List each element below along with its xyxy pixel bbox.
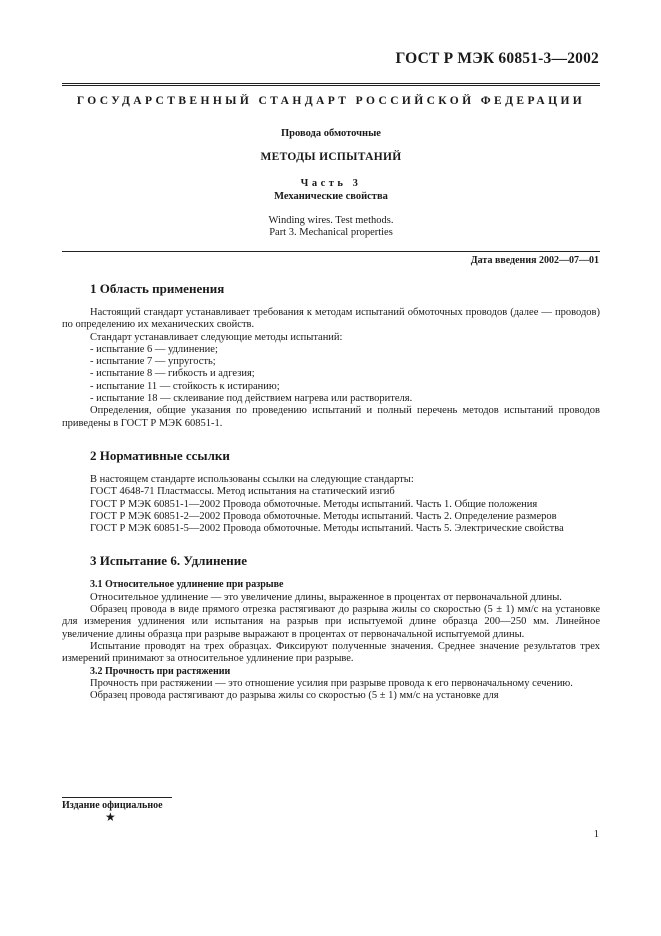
intro-date-rule xyxy=(62,251,600,252)
header-rule-top xyxy=(62,83,600,84)
test-method-item: - испытание 8 — гибкость и адгезия; xyxy=(90,368,255,380)
official-edition-label: Издание официальное xyxy=(62,800,163,811)
test-method-item: - испытание 7 — упругость; xyxy=(90,356,216,368)
normative-reference: ГОСТ Р МЭК 60851-1—2002 Провода обмоточные. Методы испытаний. Часть 1. Общие положения xyxy=(90,498,538,510)
standard-title: МЕТОДЫ ИСПЫТАНИЙ xyxy=(260,151,402,163)
subsection-3-1-paragraph-3: Испытание проводят на трех образцах. Фиксируют полученные значения. Среднее значение результатов трех измерений принимают за относительное удлинение при разрыве. xyxy=(62,640,600,665)
english-title-line2: Part 3. Mechanical properties xyxy=(269,227,393,238)
star-icon: ★ xyxy=(105,810,116,824)
test-method-item: - испытание 11 — стойкость к истиранию; xyxy=(90,380,280,392)
subsection-3-1-paragraph-1: Относительное удлинение — это увеличение длины, выраженное в процентах от первоначальной длины. xyxy=(90,591,562,603)
section-1-paragraph-2: Стандарт устанавливает следующие методы испытаний: xyxy=(90,331,343,343)
subsection-3-2-heading: 3.2 Прочность при растяжении xyxy=(90,665,231,677)
section-2-paragraph-1: В настоящем стандарте использованы ссылки на следующие стандарты: xyxy=(90,473,414,485)
standard-category: Провода обмоточные xyxy=(281,128,381,139)
standard-subtitle: Механические свойства xyxy=(274,191,388,202)
test-method-item: - испытание 6 — удлинение; xyxy=(90,343,218,355)
test-method-item: - испытание 18 — склеивание под действием нагрева или растворителя. xyxy=(90,393,413,405)
section-1-paragraph-1: Настоящий стандарт устанавливает требования к методам испытаний обмоточных проводов (далее — проводов) по определению их механических свойств. xyxy=(62,307,600,331)
introduction-date: Дата введения 2002—07—01 xyxy=(470,255,599,266)
document-body xyxy=(62,281,600,702)
section-1-heading: 1 Область применения xyxy=(90,281,225,296)
footer-rule xyxy=(62,797,172,798)
subsection-3-2-paragraph-1: Прочность при растяжении — это отношение усилия при разрыве провода к его первоначальному сечению. xyxy=(90,677,573,689)
document-number: ГОСТ Р МЭК 60851-3—2002 xyxy=(395,50,599,67)
state-standard-heading: ГОСУДАРСТВЕННЫЙ СТАНДАРТ РОССИЙСКОЙ ФЕДЕРАЦИИ xyxy=(76,95,586,107)
subsection-3-1-heading: 3.1 Относительное удлинение при разрыве xyxy=(90,579,284,591)
page-number: 1 xyxy=(593,829,599,840)
standard-part: Часть 3 xyxy=(300,178,362,189)
subsection-3-2-paragraph-2: Образец провода растягивают до разрыва жилы со скоростью (5 ± 1) мм/с на установке для xyxy=(90,690,499,702)
normative-reference: ГОСТ Р МЭК 60851-2—2002 Провода обмоточные. Методы испытаний. Часть 2. Определение размеров xyxy=(90,510,557,522)
header-rule-bottom xyxy=(62,85,600,86)
english-title-line1: Winding wires. Test methods. xyxy=(268,215,394,226)
section-1-paragraph-3: Определения, общие указания по проведению испытаний и полный перечень методов испытаний проводов приведены в ГОСТ Р МЭК 60851-1. xyxy=(62,405,600,429)
section-2-heading: 2 Нормативные ссылки xyxy=(90,447,230,463)
normative-reference: ГОСТ Р МЭК 60851-5—2002 Провода обмоточные. Методы испытаний. Часть 5. Электрические свойства xyxy=(90,523,564,535)
section-3-heading: 3 Испытание 6. Удлинение xyxy=(90,553,247,569)
subsection-3-1-paragraph-2: Образец провода в виде прямого отрезка растягивают до разрыва жилы со скоростью (5 ± 1) мм/с на установке для измерения удлинения или испытания на разрыв при испытуемой длине образца 200—250 мм. Линейное увеличение длины образца при разрыве выражают в процентах от первоначальной испытуемой длины. xyxy=(62,604,600,640)
normative-reference: ГОСТ 4648-71 Пластмассы. Метод испытания на статический изгиб xyxy=(90,486,395,498)
